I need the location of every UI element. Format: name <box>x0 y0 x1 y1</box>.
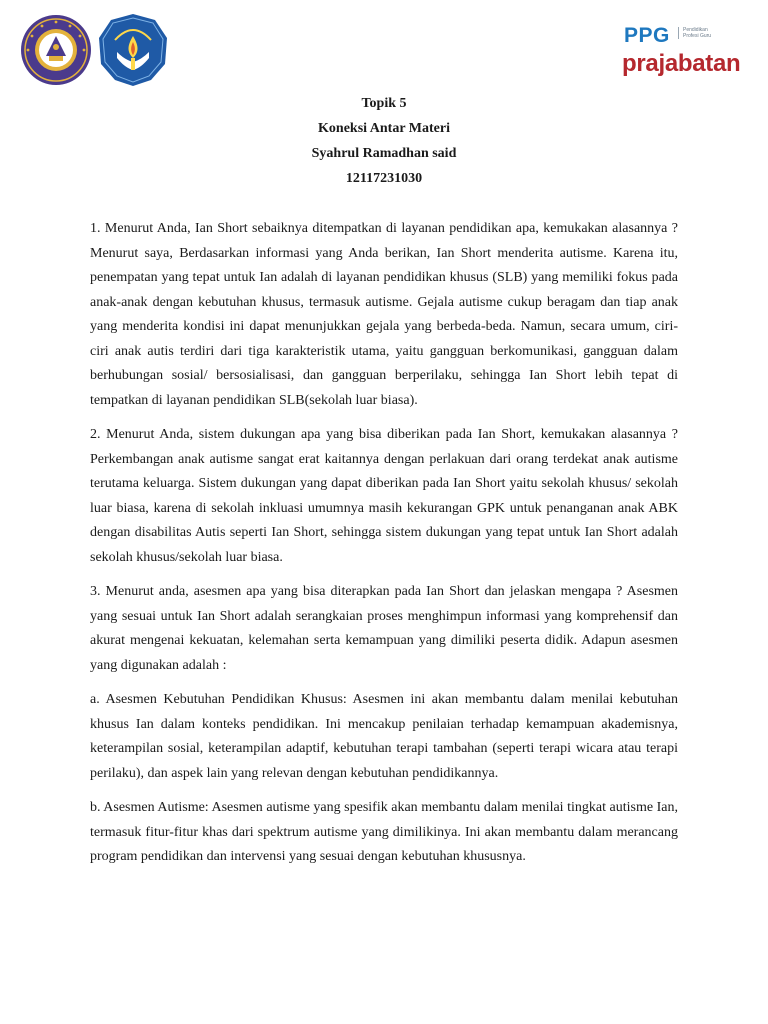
paragraph-assessment-a: a. Asesmen Kebutuhan Pendidikan Khusus: Asesmen ini akan membantu dalam menilai kebutuhan khusus Ian dalam konteks pendidikan. Ini mencakup penilaian terhadap kemampuan akademisnya, keterampilan sosial, keterampilan adaptif, kebutuhan terapi tambahan (seperti terapi wicara atau terapi perilaku), dan aspek lain yang relevan dengan kebutuhan pendidikannya. <box>90 692 678 781</box>
ppg-subtitle: Pendidikan Profesi Guru <box>678 27 723 39</box>
topic-title: Topik 5 <box>361 96 407 111</box>
title-block <box>0 91 768 191</box>
paragraph-question-1: 1. Menurut Anda, Ian Short sebaiknya ditempatkan di layanan pendidikan apa, kemukakan alasannya ? Menurut saya, Berdasarkan informasi yang Anda berikan, Ian Short menderita autisme. Karena itu, penempatan yang tepat untuk Ian adalah di layanan pendidikan khusus (SLB) yang memiliki fokus pada anak-anak dengan kebutuhan khusus, termasuk autisme. Gejala autisme cukup beragam dan tiap anak yang menderita kondisi ini dapat menunjukkan gejala yang berbeda-beda. Namun, secara umum, ciri-ciri anak autis terdiri dari tiga karakteristik utama, yaitu gangguan berkomunikasi, gangguan dalam berhubungan sosial/ bersosialisasi, dan gangguan berperilaku, sehingga Ian Short lebih tepat di tempatkan di layanan pendidikan SLB(sekolah luar biasa). <box>90 221 678 408</box>
author-name: Syahrul Ramadhan said <box>311 146 457 161</box>
document-body <box>90 217 678 880</box>
student-id: 12117231030 <box>345 171 423 186</box>
university-seal-logo <box>20 14 92 86</box>
document-header <box>0 0 768 95</box>
paragraph-question-3: 3. Menurut anda, asesmen apa yang bisa diterapkan pada Ian Short dan jelaskan mengapa ? Asesmen yang sesuai untuk Ian Short adalah serangkaian proses menghimpun informasi yang komprehensif dan akurat mengenai kekuatan, kelemahan serta kemampuan yang dimiliki peserta didik. Adapun asesmen yang digunakan adalah : <box>90 584 678 673</box>
ppg-wordmark: PPG <box>624 24 670 47</box>
paragraph-question-2: 2. Menurut Anda, sistem dukungan apa yang bisa diberikan pada Ian Short, kemukakan alasannya ? Perkembangan anak autisme sangat erat kaitannya dengan perlakuan dari orang terdekat anak autisme terutama keluarga. Sistem dukungan yang dapat diberikan pada Ian Short yaitu sekolah khusus/ sekolah luar biasa, karena di sekolah inkluasi umumnya masih kekurangan GPK untuk penanganan anak ABK dengan disabilitas Autis seperti Ian Short, sehingga sistem dukungan yang tepat untuk Ian Short adalah sekolah khusus/sekolah luar biasa. <box>90 427 678 565</box>
ppg-prajabatan-logo <box>621 24 751 80</box>
prajabatan-wordmark: prajabatan <box>622 50 741 77</box>
tut-wuri-handayani-logo <box>95 12 171 88</box>
paragraph-assessment-b: b. Asesmen Autisme: Asesmen autisme yang spesifik akan membantu dalam menilai tingkat autisme Ian, termasuk fitur-fitur khas dari spektrum autisme yang dimilikinya. Ini akan membantu dalam merancang program pendidikan dan intervensi yang sesuai dengan kebutuhan khususnya. <box>90 800 678 864</box>
subject-title: Koneksi Antar Materi <box>318 121 450 136</box>
